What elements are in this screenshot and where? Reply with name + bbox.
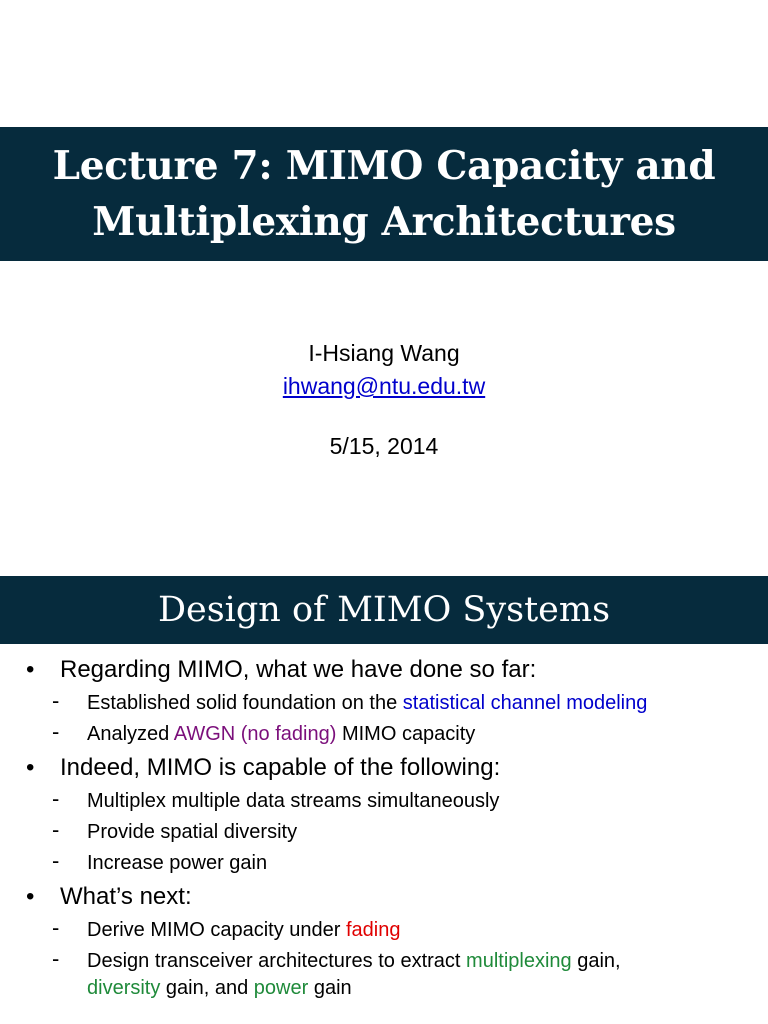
bullet-icon: • (26, 883, 35, 910)
dash-icon: - (52, 688, 60, 713)
slide-title-banner (0, 576, 768, 644)
bullet-icon: • (26, 754, 35, 781)
dash-icon: - (52, 946, 60, 971)
bullet-item (0, 752, 768, 784)
bullet-list (0, 654, 768, 1006)
content-slide (0, 512, 768, 1024)
title-banner (0, 127, 768, 261)
bullet-icon: • (26, 656, 35, 683)
sub-bullet-item (0, 948, 768, 1002)
sub-bullet-text: Established solid foundation on the (87, 692, 403, 714)
bullet-item (0, 881, 768, 913)
dash-icon: - (52, 817, 60, 842)
highlight-text: multiplexing (466, 950, 572, 972)
sub-bullet-item (0, 788, 768, 815)
sub-bullet-item (0, 850, 768, 877)
author-name: I-Hsiang Wang (308, 340, 460, 366)
author-block (0, 337, 768, 403)
bullet-text: Indeed, MIMO is capable of the following: (60, 754, 501, 781)
slide-title: Design of MIMO Systems (157, 590, 611, 630)
sub-bullet-item (0, 690, 768, 717)
highlight-text: fading (345, 919, 401, 941)
sub-bullet-text: gain, and (160, 977, 254, 999)
highlight-text: AWGN (no fading) (173, 723, 337, 745)
sub-bullet-text: Derive MIMO capacity under (87, 919, 346, 941)
sub-bullet-text: Analyzed (87, 723, 174, 745)
sub-bullet-item (0, 721, 768, 748)
dash-icon: - (52, 719, 60, 744)
sub-bullet-text: gain (308, 977, 352, 999)
sub-bullet-item (0, 819, 768, 846)
sub-bullet-text: Multiplex multiple data streams simultaneously (87, 790, 500, 812)
dash-icon: - (52, 915, 60, 940)
highlight-text: power (253, 977, 309, 999)
highlight-text: statistical channel modeling (402, 692, 648, 714)
dash-icon: - (52, 848, 60, 873)
sub-bullet-text: Provide spatial diversity (87, 821, 298, 843)
bullet-item (0, 654, 768, 686)
lecture-title-line2: Multiplexing Architectures (92, 199, 676, 245)
bullet-text: What’s next: (60, 883, 192, 910)
dash-icon: - (52, 786, 60, 811)
sub-bullet-text: MIMO capacity (336, 723, 476, 745)
sub-bullet-text: Increase power gain (87, 852, 268, 874)
sub-bullet-item (0, 917, 768, 944)
sub-bullet-text: Design transceiver architectures to extract (87, 950, 467, 972)
highlight-text: diversity (87, 977, 161, 999)
sub-bullet-text: gain, (571, 950, 621, 972)
author-email-link[interactable]: ihwang@ntu.edu.tw (282, 373, 486, 399)
lecture-title-line1: Lecture 7: MIMO Capacity and (52, 143, 716, 189)
lecture-date: 5/15, 2014 (329, 433, 439, 459)
bullet-text: Regarding MIMO, what we have done so far: (60, 656, 537, 683)
